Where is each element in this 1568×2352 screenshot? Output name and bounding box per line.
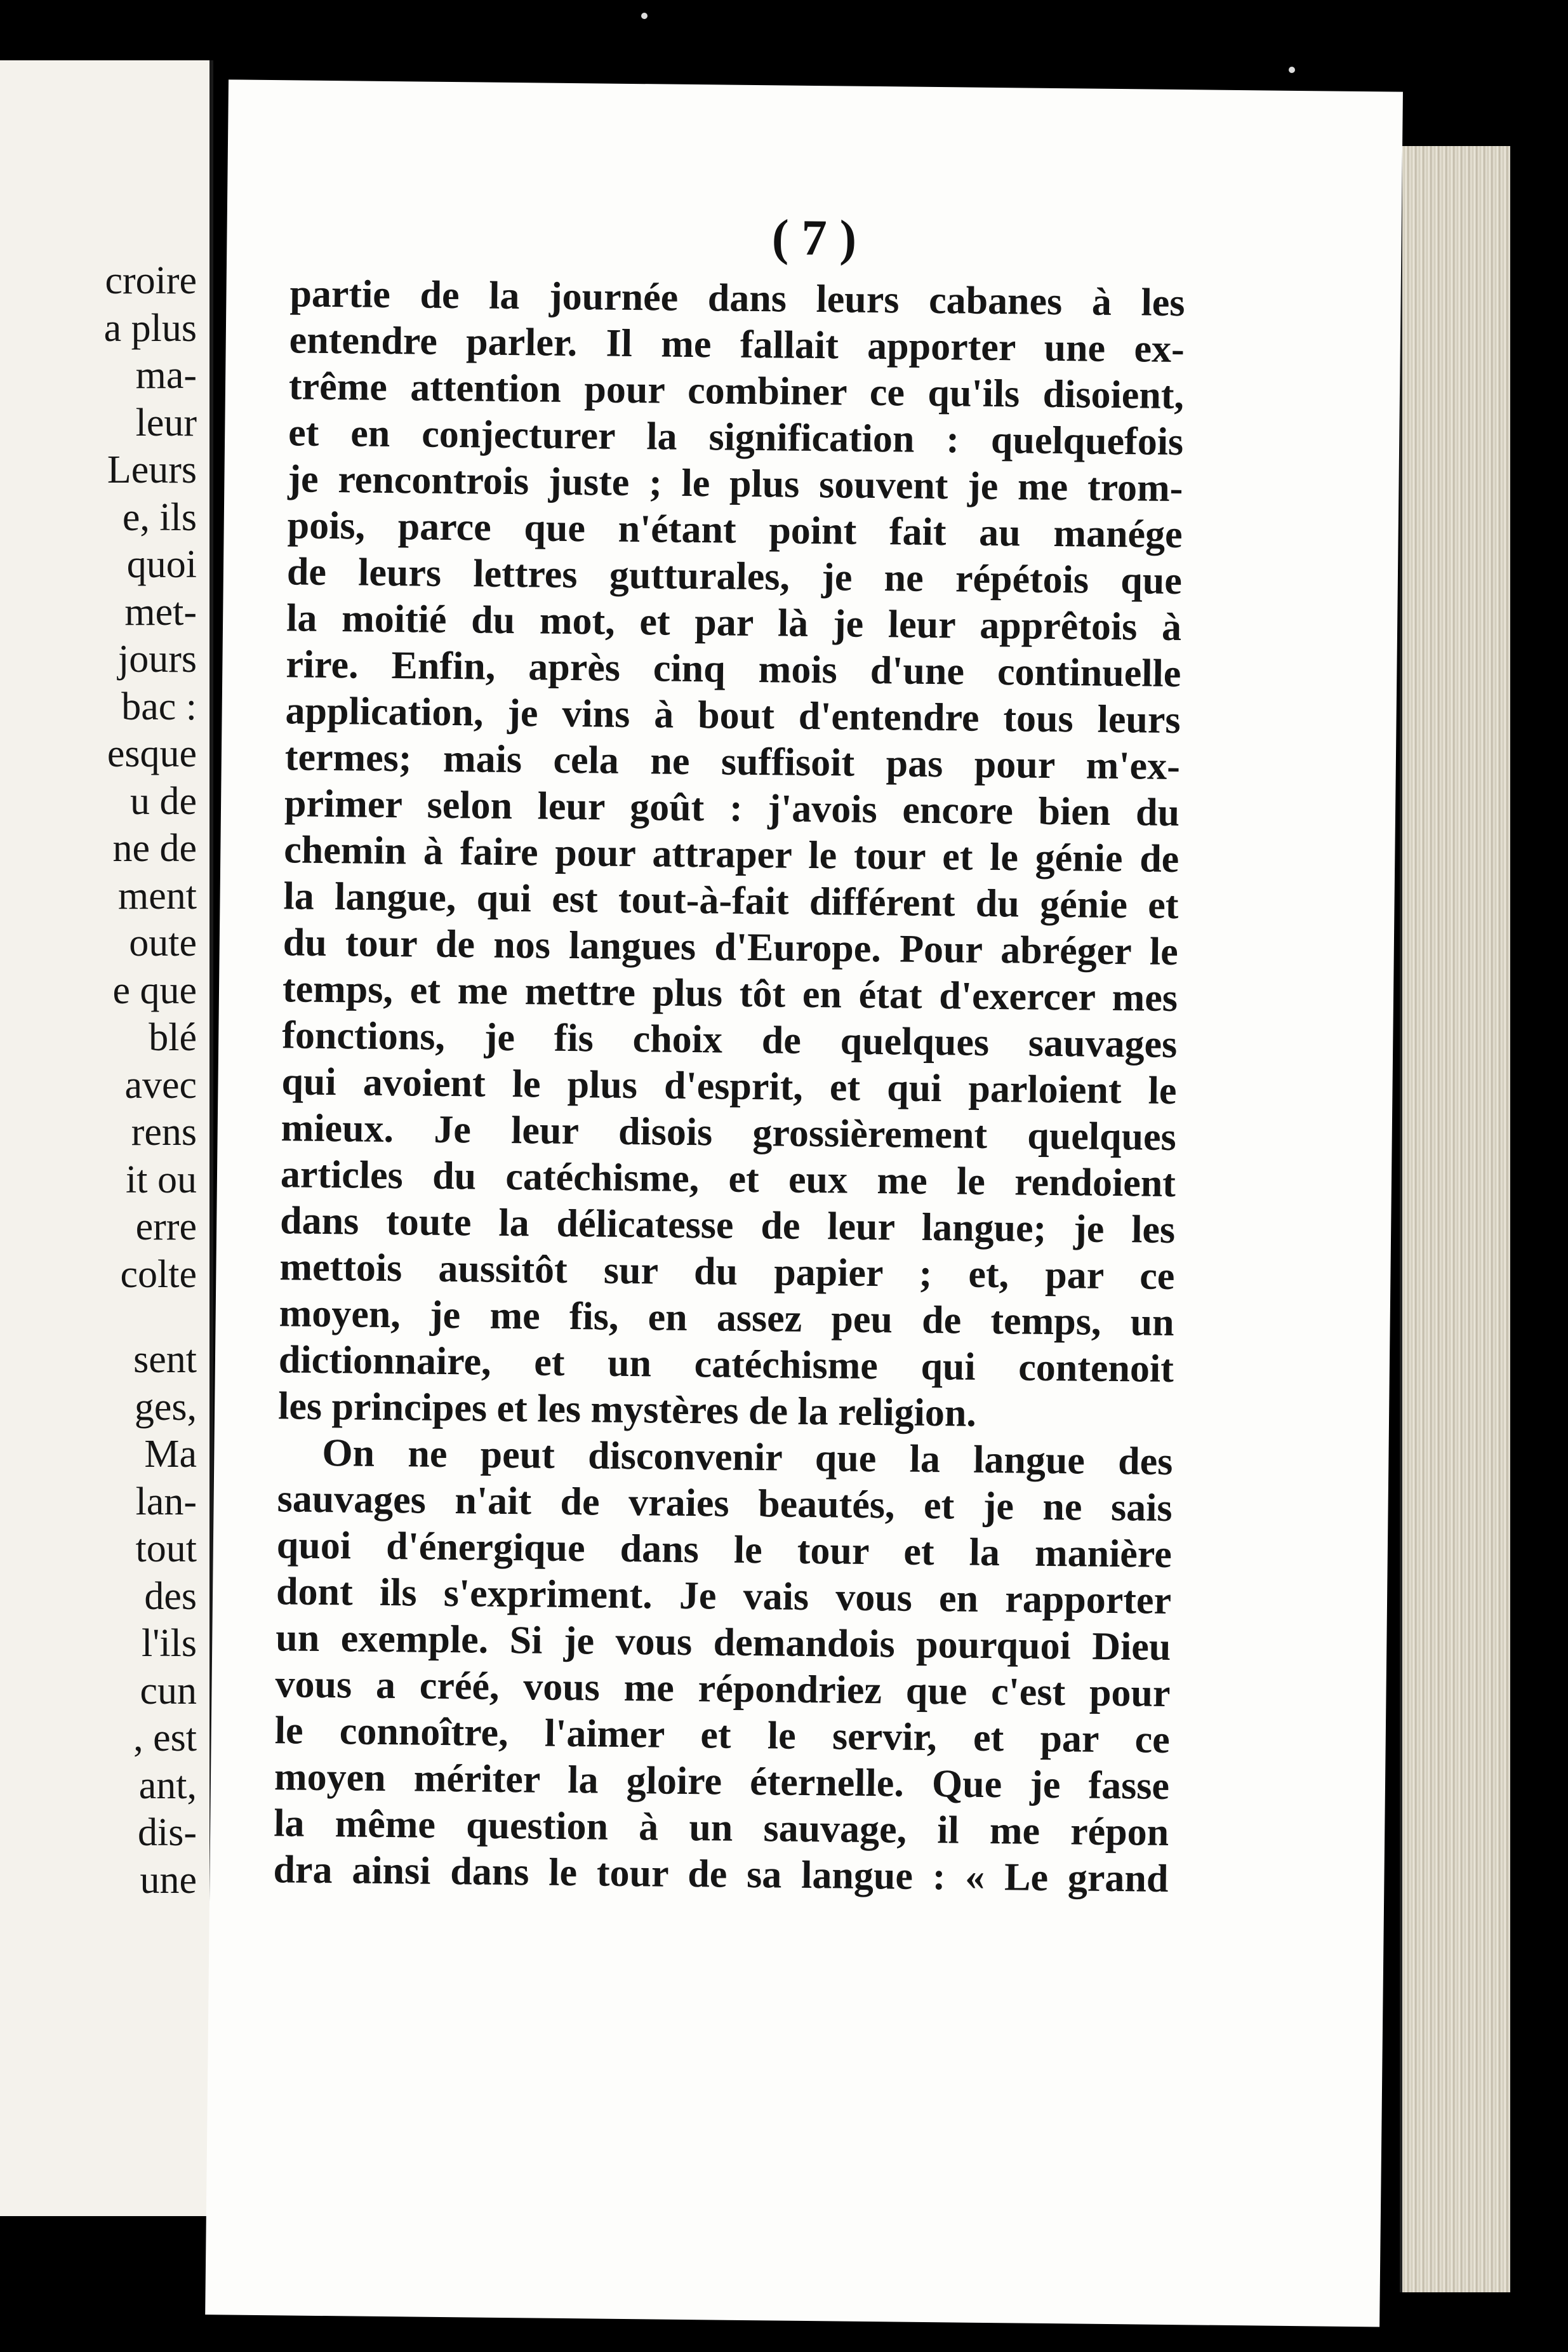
text-line: moyen, je me fis, en assez peu de temps, un — [279, 1292, 1174, 1345]
text-line: un exemple. Si je vous demandois pourquoi Dieu — [276, 1616, 1171, 1669]
left-line: , est — [133, 1716, 197, 1760]
left-line: croire — [105, 259, 197, 302]
left-line: e que — [112, 968, 197, 1012]
main-page — [205, 79, 1403, 2327]
text-line: dra ainsi dans le tour de sa langue : « Le grand — [273, 1848, 1169, 1901]
left-line: ma- — [135, 354, 197, 397]
page-body — [273, 271, 1185, 1902]
scan-speck — [1289, 67, 1295, 73]
text-line: primer selon leur goût : j'avois encore bien du — [284, 782, 1180, 835]
text-line: la même question à un sauvage, il me répon — [273, 1801, 1169, 1854]
left-line: une — [140, 1858, 197, 1902]
left-line: ant, — [138, 1763, 197, 1807]
text-line: temps, et me mettre plus tôt en état d'exercer mes — [282, 967, 1178, 1020]
text-line: sauvages n'ait de vraies beautés, et je ne sais — [277, 1477, 1173, 1530]
text-line: les principes et les mystères de la religion. — [277, 1384, 977, 1435]
left-line: des — [144, 1574, 197, 1618]
text-line: rire. Enfin, après cinq mois d'une continuelle — [286, 643, 1181, 696]
left-line: ne de — [112, 827, 197, 870]
left-line: erre — [135, 1205, 197, 1248]
left-line: dis- — [138, 1811, 197, 1854]
left-line: leur — [135, 401, 197, 444]
left-line: Leurs — [107, 448, 197, 491]
left-line: Ma — [144, 1433, 197, 1476]
text-line: je rencontrois juste ; le plus souvent je me trom- — [288, 457, 1183, 511]
text-line: dont ils s'expriment. Je vais vous en rapporter — [276, 1570, 1172, 1622]
text-line: application, je vins à bout d'entendre tous leurs — [285, 689, 1181, 742]
text-line: partie de la journée dans leurs cabanes à les — [289, 272, 1185, 325]
left-line: u de — [130, 779, 197, 823]
book-page-edge — [1400, 146, 1510, 2292]
text-line: moyen mériter la gloire éternelle. Que je fasse — [274, 1755, 1170, 1808]
left-line: cun — [140, 1669, 197, 1713]
left-page-text — [0, 257, 197, 1904]
left-line: tout — [135, 1527, 197, 1570]
text-line: chemin à faire pour attraper le tour et le génie de — [283, 828, 1179, 881]
left-line: e, ils — [122, 495, 197, 539]
left-line: rens — [131, 1111, 197, 1154]
page-number: ( 7 ) — [771, 210, 857, 267]
text-line: dans toute la délicatesse de leur langue; je les — [279, 1199, 1176, 1252]
text-line: On ne peut disconvenir que la langue des — [322, 1431, 1173, 1484]
text-line: pois, parce que n'étant point fait au manége — [287, 504, 1183, 557]
text-line: trême attention pour combiner ce qu'ils disoient, — [288, 364, 1185, 418]
text-line: la moitié du mot, et par là je leur apprêtois à — [286, 596, 1182, 650]
left-line: oute — [129, 921, 197, 965]
text-line: articles du catéchisme, et eux me le rendoient — [280, 1153, 1176, 1206]
text-line: la langue, qui est tout-à-fait différent du génie et — [283, 874, 1179, 928]
text-line: vous a créé, vous me répondriez que c'est pour — [275, 1662, 1171, 1715]
text-line: mettois aussitôt sur du papier ; et, par ce — [279, 1245, 1175, 1299]
text-line: de leurs lettres gutturales, je ne répétois que — [286, 550, 1183, 603]
left-page-gap — [0, 1298, 197, 1336]
text-line: qui avoient le plus d'esprit, et qui parloient le — [281, 1060, 1177, 1113]
left-line: blé — [149, 1016, 197, 1059]
left-line: ges, — [134, 1385, 197, 1429]
scan-speck — [641, 13, 648, 19]
text-line: termes; mais cela ne suffisoit pas pour m'ex- — [284, 735, 1181, 789]
text-line: et en conjecturer la signification : quelquefois — [288, 411, 1184, 464]
text-line: dictionnaire, et un catéchisme qui contenoit — [278, 1338, 1174, 1391]
left-line: quoi — [126, 543, 197, 586]
text-line: entendre parler. Il me fallait apporter une ex- — [289, 318, 1185, 371]
left-line: met- — [124, 590, 197, 634]
left-line: sent — [133, 1338, 197, 1381]
left-line: it ou — [126, 1158, 197, 1201]
left-line: a plus — [103, 306, 197, 350]
left-line: lan- — [135, 1480, 197, 1523]
text-line: du tour de nos langues d'Europe. Pour abréger le — [282, 921, 1179, 974]
left-facing-page — [0, 60, 213, 2216]
text-line: mieux. Je leur disois grossièrement quelques — [281, 1106, 1177, 1159]
text-line: quoi d'énergique dans le tour et la manière — [276, 1523, 1173, 1576]
left-line: avec — [124, 1063, 197, 1107]
left-line: ment — [118, 874, 197, 918]
left-line: jours — [118, 638, 197, 681]
text-line: le connoître, l'aimer et le servir, et par ce — [274, 1709, 1171, 1761]
left-line: colte — [120, 1252, 197, 1296]
text-line: fonctions, je fis choix de quelques sauvages — [281, 1013, 1178, 1067]
left-line: l'ils — [142, 1622, 197, 1665]
left-line: esque — [107, 732, 197, 775]
left-line: bac : — [121, 685, 197, 728]
